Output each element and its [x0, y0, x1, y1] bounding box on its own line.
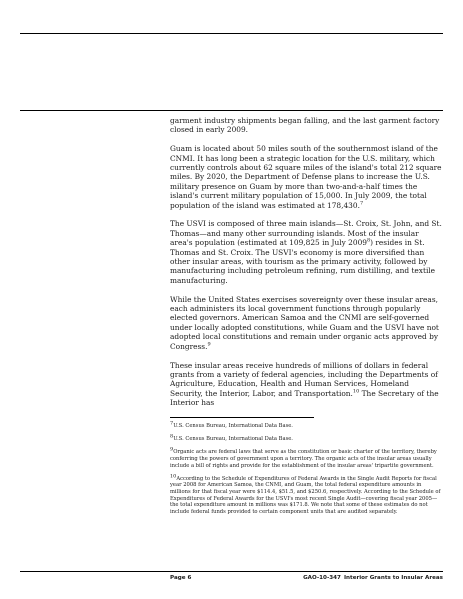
footnote-8: $^8$U.S. Census Bureau, International Data Base. [170, 433, 293, 443]
paragraph-5: These insular areas receive hundreds of millions of dollars in federal grants from a variety of federal agencies, including the Departments of Agriculture, Education, Health and Human Services, Homeland Security, the Interior, Labor, and Transportation.$^{10}$ The Secretary of the Interior has [170, 360, 439, 408]
content-top-rule [20, 110, 443, 111]
report-identifier [300, 575, 443, 581]
paragraph-4: While the United States exercises sovereignty over these insular areas, each administers its local government functions through popularly elected governors. American Samoa and the CNMI are self-governed under locally adopted constitutions, while Guam and the USVI have not adopted local constitutions and remain under organic acts approved by Congress.$^9$ [170, 294, 439, 351]
footnote-10: $^{10}$According to the Schedule of Expenditures of Federal Awards in the Single Audit Reports for fiscal year 2008 for American Samoa, the CNMI, and Guam, the total federal expenditure amounts in millions for that fiscal year were $114.4, $51.5, and $250.6, respectively. According to the Schedule of Expenditures of Federal Awards for the USVI's most recent Single Audit—covering fiscal year 2005—the total expenditure amount in millions was $171.8. We note that some of these estimates do not include federal funds provided to certain component units that are audited separately. [170, 473, 441, 515]
footnote-ref-10[interactable]: 10 [352, 388, 360, 395]
page-number: Page 6 [170, 575, 192, 581]
footnote-ref-8[interactable]: 8 [366, 237, 371, 244]
header-rule [20, 33, 443, 34]
paragraph-1: garment industry shipments began falling, and the last garment factory closed in early 2009. [170, 116, 440, 135]
footnote-7: $^7$U.S. Census Bureau, International Data Base. [170, 420, 293, 429]
footnote-ref-7[interactable]: 7 [359, 200, 364, 207]
report-id: GAO-10-347 [303, 575, 341, 581]
paragraph-3: The USVI is composed of three main islands—St. Croix, St. John, and St. Thomas—and many other surrounding islands. Most of the insular area's population (estimated at 109,825 in July 2009$^8$) resides in St. Thomas and St. Croix. The USVI's economy is more diversified than other insular areas, with tourism as the primary activity, followed by manufacturing including petroleum refining, rum distilling, and textile manufacturing. [170, 219, 442, 285]
footnote-9: $^9$Organic acts are federal laws that serve as the constitution or basic charter of the territory, thereby conferring the powers of government upon a territory. The organic acts of the insular areas usually include a bill of rights and provide for the establishment of the insular areas' tripartite government. [170, 446, 437, 469]
report-title: Interior Grants to Insular Areas [343, 575, 443, 581]
body-text [170, 116, 442, 417]
footer-rule [20, 571, 443, 572]
paragraph-2: Guam is located about 50 miles south of the southernmost island of the CNMI. It has long been a strategic location for the U.S. military, which currently controls about 62 square miles of the island's total 212 square miles. By 2020, the Department of Defense plans to increase the U.S. military presence on Guam by more than two-and-a-half times the island's current military population of 15,000. In July 2009, the total population of the island was estimated at 178,430.$^7$ [170, 144, 442, 210]
footnote-ref-9[interactable]: 9 [207, 341, 211, 348]
footnotes [170, 420, 442, 522]
footnote-separator [170, 417, 314, 418]
